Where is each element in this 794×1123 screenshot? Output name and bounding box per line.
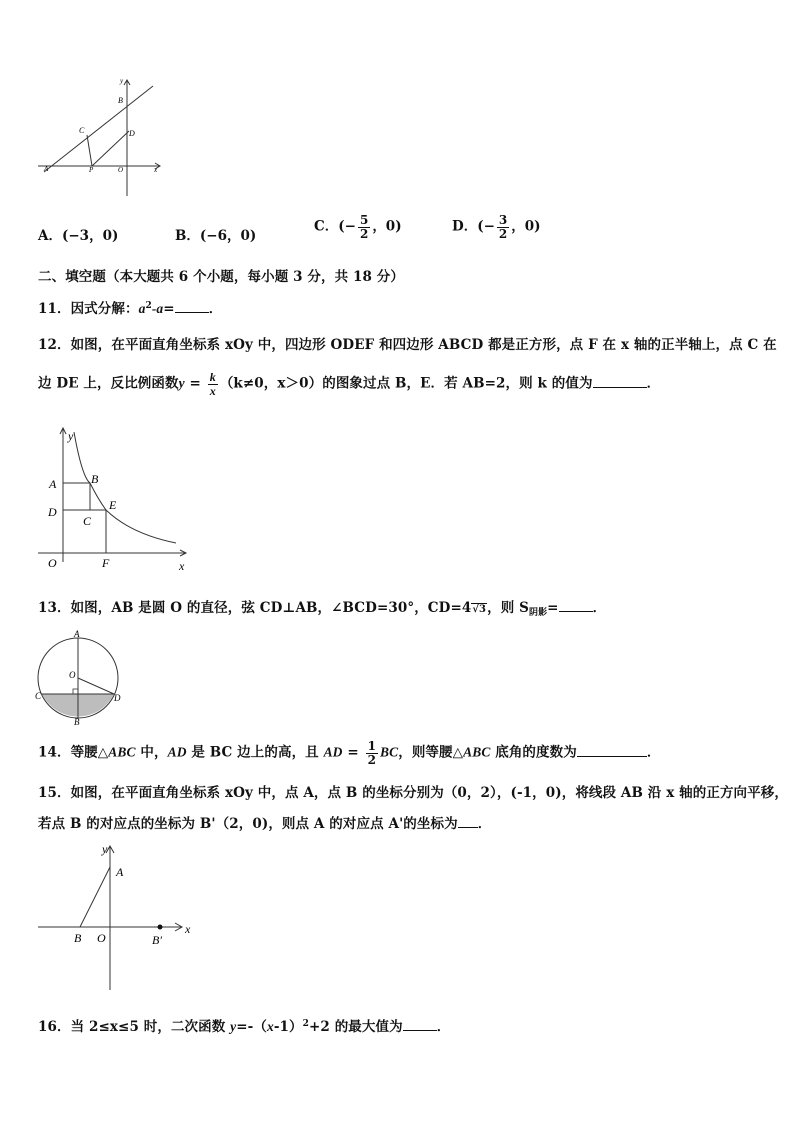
question-15-line-2 bbox=[38, 812, 491, 832]
q11-prefix: 11．因式分解： bbox=[38, 301, 139, 317]
q11-equals: = bbox=[163, 301, 175, 317]
q12-fraction bbox=[208, 371, 218, 397]
q16-y: y bbox=[230, 1019, 237, 1034]
fig4-label-O: O bbox=[97, 931, 106, 945]
q11-expr-sup: 2 bbox=[145, 301, 152, 311]
q16-x: x bbox=[266, 1019, 274, 1034]
q12-answer-blank bbox=[593, 375, 647, 388]
fig1-label-y: y bbox=[120, 77, 124, 85]
q11-answer-blank bbox=[175, 300, 209, 313]
q14-denominator: 2 bbox=[367, 752, 377, 767]
q14-prefix: 14．等腰 bbox=[38, 744, 98, 761]
q14-text-2: 中， bbox=[135, 744, 168, 761]
q13-sqrt: √3 bbox=[472, 604, 487, 615]
option-d-denominator: 2 bbox=[498, 226, 508, 241]
option-c-fraction bbox=[358, 214, 370, 240]
option-b-text: B．(−6，0) bbox=[175, 228, 257, 244]
fig4-label-Bprime: B′ bbox=[152, 933, 162, 947]
option-c-denominator: 2 bbox=[359, 226, 369, 241]
q14-triangle-2: △ABC bbox=[452, 744, 491, 760]
q13-end: ． bbox=[592, 600, 607, 616]
question-14 bbox=[38, 740, 660, 766]
fig1-label-O: O bbox=[118, 166, 124, 174]
q14-answer-blank bbox=[577, 744, 647, 757]
section-2-heading: 二、填空题（本大题共 6 个小题，每小题 3 分，共 18 分） bbox=[38, 269, 404, 285]
question-12-line-1: 12．如图，在平面直角坐标系 xOy 中，四边形 ODEF 和四边形 ABCD 都是正方形，点 F 在 x 轴的正半轴上，点 C 在 bbox=[38, 337, 777, 353]
q16-answer-blank bbox=[403, 1018, 437, 1031]
q16-end: ． bbox=[436, 1019, 451, 1035]
option-c-suffix: ，0) bbox=[372, 218, 402, 235]
fig2-label-O: O bbox=[48, 556, 57, 570]
q14-fraction bbox=[366, 740, 378, 766]
fig1-label-C: C bbox=[79, 126, 85, 135]
fig2-label-C: C bbox=[83, 514, 92, 528]
fig1-label-A: A bbox=[44, 165, 49, 173]
q12-denominator: x bbox=[209, 383, 216, 398]
q13-eq: = bbox=[547, 600, 559, 616]
q16-sup: 2 bbox=[302, 1019, 309, 1029]
fig3-label-C: C bbox=[35, 691, 42, 701]
q15-answer-blank bbox=[458, 815, 478, 828]
fig2-label-D: D bbox=[48, 505, 57, 519]
option-d-prefix: D．(− bbox=[452, 218, 495, 235]
q11-expr-a: a bbox=[138, 301, 146, 316]
q14-triangle-1: △ABC bbox=[97, 744, 136, 760]
q14-text-5: 底角的度数为 bbox=[490, 744, 577, 761]
fig4-label-B: B bbox=[74, 931, 82, 945]
q14-numerator: 1 bbox=[367, 739, 377, 753]
q16-mid2: -1） bbox=[273, 1019, 303, 1035]
fig2-label-B: B bbox=[91, 472, 99, 486]
fig2-label-F: F bbox=[102, 556, 110, 570]
q14-text-4: ，则等腰 bbox=[398, 744, 453, 761]
q13-mid: ，则 S bbox=[487, 600, 529, 616]
q14-ad-2: AD bbox=[323, 744, 343, 760]
fig3-label-B: B bbox=[74, 717, 80, 726]
q14-ad: AD bbox=[167, 744, 187, 760]
fig4-label-y: y bbox=[102, 842, 108, 856]
fig3-label-O: O bbox=[69, 670, 76, 680]
question-16 bbox=[38, 1015, 450, 1035]
q12-end: ． bbox=[646, 375, 661, 392]
fig1-label-D: D bbox=[129, 129, 135, 138]
q13-prefix: 13．如图，AB 是圆 O 的直径，弦 CD⊥AB，∠BCD=30°，CD=4 bbox=[38, 600, 472, 616]
figure-2-squares-hyperbola bbox=[36, 422, 196, 574]
fig2-label-E: E bbox=[109, 498, 117, 512]
question-12-line-2 bbox=[38, 371, 660, 397]
q14-end: ． bbox=[646, 744, 661, 761]
fig3-label-D: D bbox=[114, 693, 121, 703]
q15-text: 若点 B 的对应点的坐标为 B'（2，0)，则点 A 的对应点 A'的坐标为 bbox=[38, 816, 458, 832]
q14-eq: = bbox=[342, 744, 364, 761]
q11-end: ． bbox=[208, 301, 223, 317]
q12-numerator: k bbox=[209, 370, 216, 384]
option-d-numerator: 3 bbox=[498, 213, 508, 227]
q12-text-b: （k≠0，x＞0）的图象过点 B，E．若 AB=2，则 k 的值为 bbox=[219, 375, 593, 392]
fig2-label-y: y bbox=[68, 429, 74, 443]
fig4-label-x: x bbox=[185, 922, 191, 936]
option-c-prefix: C．(− bbox=[314, 218, 356, 235]
q16-tail: +2 的最大值为 bbox=[309, 1019, 403, 1035]
q15-end: ． bbox=[477, 816, 492, 832]
q12-text-a: 边 DE 上，反比例函数 bbox=[38, 375, 179, 392]
fig2-label-x: x bbox=[179, 559, 185, 573]
figure-1-coordinate-diagram bbox=[36, 74, 168, 198]
fig1-label-P: P bbox=[89, 166, 94, 174]
q14-bc: BC bbox=[380, 744, 399, 760]
q13-sqrt-value: 3 bbox=[479, 604, 487, 615]
question-15-line-1: 15．如图，在平面直角坐标系 xOy 中，点 A，点 B 的坐标分别为（0，2），(-1，0)，将线段 AB 沿 x 轴的正方向平移， bbox=[38, 785, 788, 801]
q11-expr-b: -a bbox=[151, 301, 164, 316]
fig1-label-B: B bbox=[118, 96, 123, 105]
option-c bbox=[314, 214, 402, 240]
option-c-numerator: 5 bbox=[359, 213, 369, 227]
option-a-text: A．(−3，0) bbox=[38, 228, 119, 244]
figure-4-segment-translation bbox=[36, 840, 201, 992]
option-a bbox=[38, 224, 118, 244]
q13-answer-blank bbox=[559, 599, 593, 612]
q16-mid: =-（ bbox=[236, 1019, 267, 1035]
fig4-label-A: A bbox=[116, 865, 124, 879]
fig1-label-x: x bbox=[154, 166, 158, 174]
option-d bbox=[452, 214, 541, 240]
option-b bbox=[175, 224, 256, 244]
question-13 bbox=[38, 596, 606, 618]
option-d-suffix: ，0) bbox=[511, 218, 541, 235]
fig3-label-A: A bbox=[74, 629, 80, 639]
q16-prefix: 16．当 2≤x≤5 时，二次函数 bbox=[38, 1019, 231, 1035]
q13-sub: 阴影 bbox=[528, 608, 548, 618]
option-d-fraction bbox=[497, 214, 509, 240]
figure-3-circle-chord bbox=[34, 628, 126, 726]
fig2-label-A: A bbox=[49, 477, 57, 491]
q12-eq: = bbox=[184, 375, 206, 392]
q12-y: y bbox=[178, 375, 185, 391]
question-11 bbox=[38, 297, 222, 317]
q14-text-3: 是 BC 边上的高，且 bbox=[186, 744, 324, 761]
